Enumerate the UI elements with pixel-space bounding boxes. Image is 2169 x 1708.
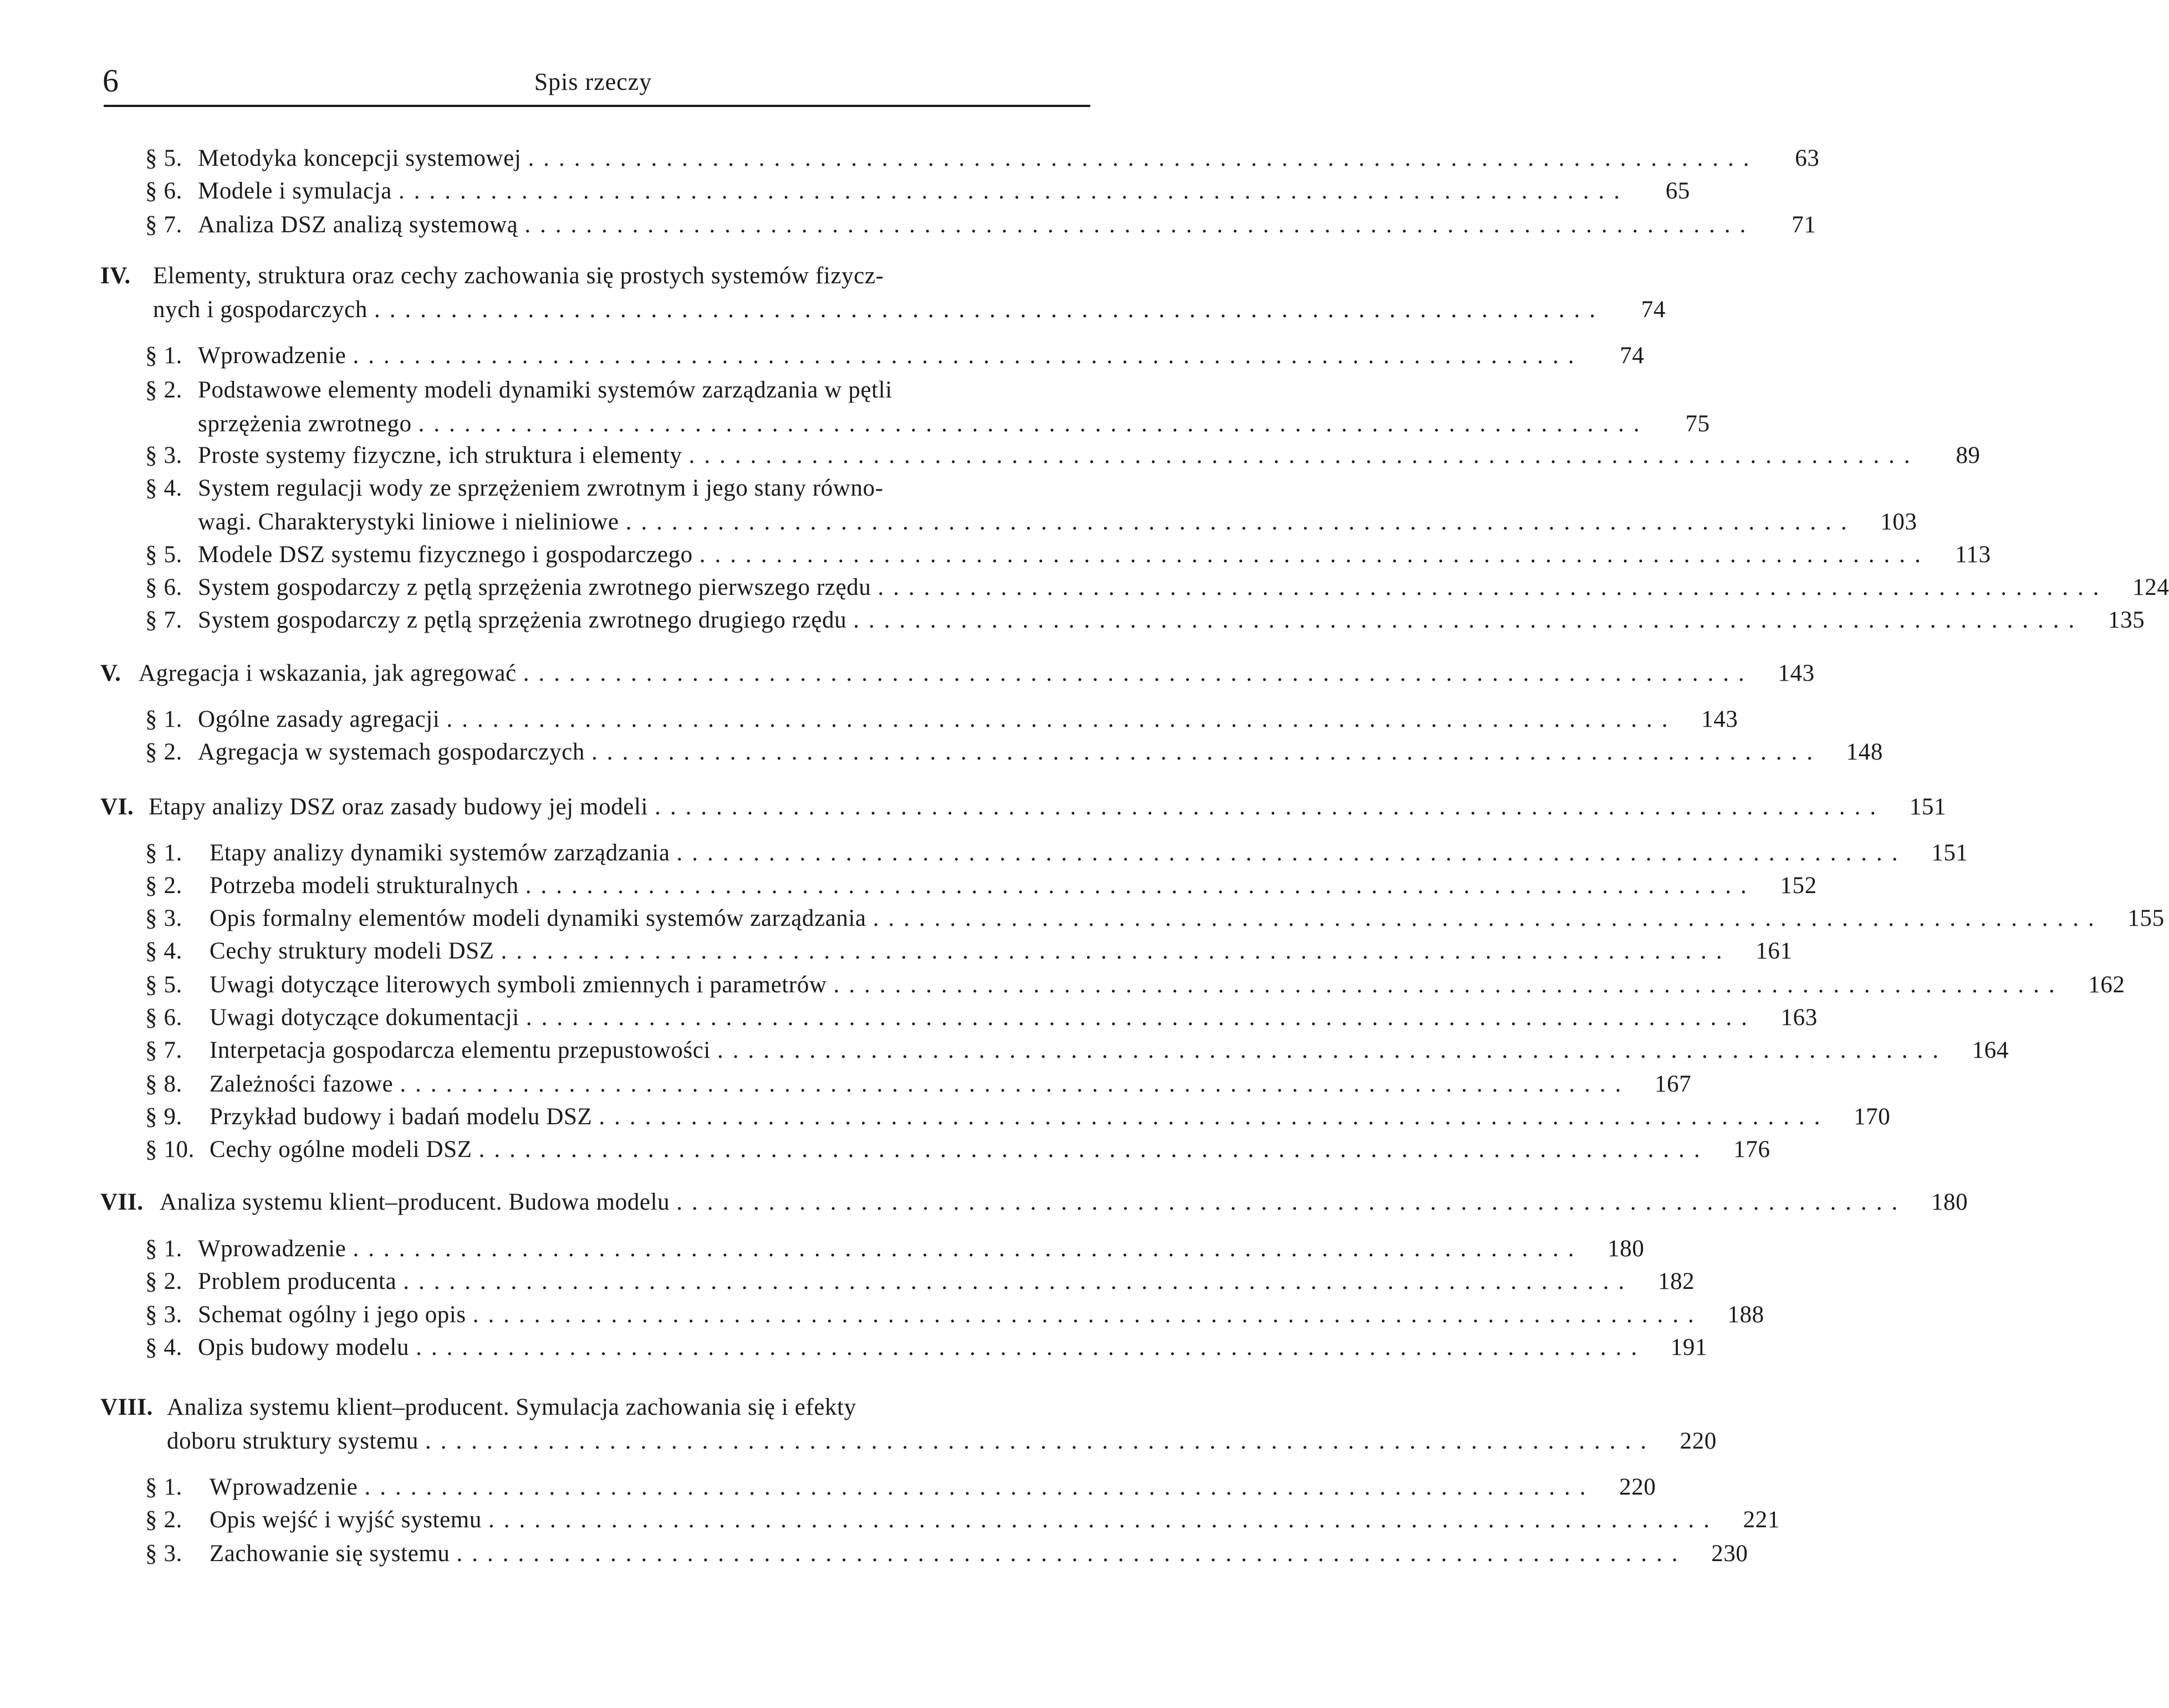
toc-entry-line [100,1393,1030,1423]
toc-entry [145,1036,2009,1065]
page-ref: 103 [1880,509,1917,535]
entry-number: § 5. [145,145,182,171]
page-ref: 161 [1755,938,1793,964]
dot-leader: ................................................................................ [853,607,2084,633]
page-ref: 162 [2088,972,2125,998]
entry-title: Wprowadzenie [198,343,346,369]
entry-title: Analiza DSZ analizą systemową [198,212,518,238]
entry-number: § 5. [145,542,182,568]
entry-title: Problem producenta [198,1268,397,1294]
dot-leader: ................................................................................ [833,972,2064,998]
entry-title: wagi. Charakterystyki liniowe i nieliniowe [198,509,619,535]
page-ref: 71 [1792,212,1816,238]
dot-leader: ................................................................................ [523,660,1754,686]
entry-title: nych i gospodarczych [153,297,368,323]
entry-title: System gospodarczy z pętlą sprzężenia zwrotnego pierwszego rzędu [198,574,871,600]
page-ref: 63 [1795,145,1820,171]
entry-title: Modele DSZ systemu fizycznego i gospodarczego [198,542,693,568]
toc-entry [145,737,1883,767]
page-ref: 113 [1955,542,1991,568]
page-ref: 170 [1854,1104,1891,1130]
entry-number: § 4. [145,475,182,501]
toc-entry [145,1069,1692,1099]
dot-leader: ................................................................................ [524,212,1755,238]
page-ref: 220 [1680,1428,1717,1454]
toc-entry [145,838,1968,868]
toc-entry [145,1333,1708,1363]
toc-entry [145,1267,1695,1297]
page-ref: 151 [1931,840,1968,866]
entry-number: § 3. [145,442,182,468]
header-rule [104,105,1090,107]
toc-entry [145,441,1981,471]
dot-leader: ................................................................................ [699,542,1930,568]
entry-number: § 10. [145,1136,195,1163]
running-header-title: Spis rzeczy [534,68,652,95]
dot-leader: ................................................................................ [374,297,1605,323]
entry-number: § 8. [145,1071,182,1097]
entry-number: § 2. [145,739,182,765]
page-ref: 188 [1727,1302,1764,1328]
dot-leader: ................................................................................ [501,938,1732,964]
page-ref: 65 [1665,178,1690,204]
toc-entry [145,1505,1780,1535]
entry-title: Etapy analizy DSZ oraz zasady budowy jej modeli [149,794,649,820]
dot-leader: ................................................................................ [364,1474,1595,1500]
dot-leader: ................................................................................ [599,1104,1830,1130]
entry-title: Wprowadzenie [210,1474,358,1500]
page-ref: 182 [1657,1268,1695,1294]
dot-leader: ................................................................................ [525,1005,1757,1031]
toc-entry [145,540,1991,570]
dot-leader: ................................................................................ [400,1071,1631,1097]
entry-number: VIII. [100,1394,154,1420]
entry-title: Analiza systemu klient–producent. Budowa modelu [160,1189,670,1215]
entry-number: V. [100,660,121,686]
page-ref: 167 [1655,1071,1692,1097]
page-ref: 148 [1846,739,1883,765]
entry-title: sprzężenia zwrotnego [198,411,412,437]
entry-number: § 1. [145,706,182,732]
dot-leader: ................................................................................ [676,1189,1907,1215]
entry-number: § 2. [145,377,182,403]
entry-number: § 4. [145,938,182,964]
entry-number: § 3. [145,1541,182,1567]
dot-leader: ................................................................................ [403,1268,1634,1294]
page-ref: 89 [1956,442,1981,468]
toc-entry [145,970,2125,1000]
dot-leader: ................................................................................ [353,343,1584,369]
entry-number: § 1. [145,1474,182,1500]
entry-title: System regulacji wody ze sprzężeniem zwrotnym i jego stany równo- [198,475,884,501]
entry-title: Zależności fazowe [210,1071,394,1097]
dot-leader: ................................................................................ [456,1541,1687,1567]
page-ref: 124 [2132,574,2169,600]
entry-title: Opis formalny elementów modeli dynamiki systemów zarządzania [210,905,866,931]
page-number: 6 [103,63,119,99]
toc-entry [145,1234,1645,1264]
toc-entry [153,295,1666,325]
page-ref: 143 [1778,660,1815,686]
entry-number: § 1. [145,343,182,369]
page-ref: 180 [1931,1189,1968,1215]
dot-leader: ................................................................................ [446,706,1677,732]
entry-number: § 7. [145,607,182,633]
entry-title: Modele i symulacja [198,178,392,204]
dot-leader: ................................................................................ [625,509,1856,535]
toc-entry [145,341,1645,371]
toc-entry [145,573,2169,603]
entry-title: System gospodarczy z pętlą sprzężenia zwrotnego drugiego rzędu [198,607,847,633]
dot-leader: ................................................................................ [525,873,1756,899]
dot-leader: ................................................................................ [418,411,1649,437]
page-ref: 155 [2127,905,2165,931]
dot-leader: ................................................................................ [398,178,1629,204]
page-ref: 74 [1620,343,1645,369]
entry-number: § 3. [145,1302,182,1328]
dot-leader: ................................................................................ [528,145,1759,171]
entry-title: Metodyka koncepcji systemowej [198,145,522,171]
dot-leader: ................................................................................ [488,1507,1719,1533]
page-ref: 220 [1619,1474,1656,1500]
toc-entry-line [145,473,1030,503]
page-ref: 75 [1685,411,1710,437]
dot-leader: ................................................................................ [416,1334,1647,1360]
toc-entry [145,1539,1748,1569]
toc-entry [145,1300,1764,1330]
entry-title: Opis budowy modelu [198,1334,410,1360]
entry-title: Elementy, struktura oraz cechy zachowania się prostych systemów fizycz- [153,263,884,289]
entry-number: § 7. [145,1037,182,1063]
toc-entry [167,1426,1717,1456]
page-ref: 176 [1733,1136,1770,1163]
toc-entry [145,1135,1770,1165]
entry-number: § 6. [145,178,182,204]
entry-title: Podstawowe elementy modeli dynamiki systemów zarządzania w pętli [198,377,892,403]
page-ref: 180 [1607,1236,1645,1262]
entry-number: § 5. [145,972,182,998]
dot-leader: ................................................................................ [717,1037,1948,1063]
entry-title: Zachowanie się systemu [210,1541,450,1567]
page-ref: 164 [1972,1037,2009,1063]
entry-title: Etapy analizy dynamiki systemów zarządzania [210,840,670,866]
dot-leader: ................................................................................ [688,442,1920,468]
entry-title: Przykład budowy i badań modelu DSZ [210,1104,593,1130]
toc-entry [145,705,1738,735]
entry-number: § 1. [145,1236,182,1262]
entry-number: § 2. [145,1507,182,1533]
dot-leader: ................................................................................ [676,840,1907,866]
entry-title: Cechy struktury modeli DSZ [210,938,494,964]
entry-number: § 1. [145,840,182,866]
entry-title: Potrzeba modeli strukturalnych [210,873,519,899]
entry-title: Cechy ogólne modeli DSZ [210,1136,472,1163]
entry-title: doboru struktury systemu [167,1428,419,1454]
entry-title: Ogólne zasady agregacji [198,706,440,732]
toc-entry [145,1102,1891,1132]
page-ref: 221 [1743,1507,1780,1533]
page-ref: 230 [1711,1541,1748,1567]
entry-number: VII. [100,1189,144,1215]
toc-entry-line [100,261,1030,291]
entry-title: Analiza systemu klient–producent. Symulacja zachowania się i efekty [167,1394,856,1420]
entry-number: § 2. [145,1268,182,1294]
entry-number: § 4. [145,1334,182,1360]
page-ref: 163 [1780,1005,1818,1031]
entry-number: § 6. [145,1005,182,1031]
dot-leader: ................................................................................ [478,1136,1709,1163]
toc-entry [145,144,1820,174]
page-ref: 151 [1909,794,1947,820]
toc-entry [198,507,1917,537]
page-ref: 191 [1670,1334,1708,1360]
dot-leader: ................................................................................ [877,574,2109,600]
dot-leader: ................................................................................ [655,794,1886,820]
entry-title: Proste systemy fizyczne, ich struktura i elementy [198,442,682,468]
toc-entry [145,1472,1656,1502]
dot-leader: ................................................................................ [472,1302,1703,1328]
toc-entry [145,210,1816,240]
entry-number: VI. [100,794,134,820]
entry-title: Uwagi dotyczące literowych symboli zmiennych i parametrów [210,972,827,998]
page-ref: 143 [1701,706,1738,732]
toc-entry [145,936,1793,966]
entry-number: § 3. [145,905,182,931]
entry-number: § 9. [145,1104,182,1130]
entry-number: IV. [100,263,131,289]
entry-number: § 7. [145,212,182,238]
entry-title: Wprowadzenie [198,1236,346,1262]
toc-entry [100,1187,1968,1217]
page-ref: 135 [2107,607,2145,633]
toc-entry [100,792,1947,822]
toc-entry [145,605,2145,635]
page-ref: 152 [1780,873,1817,899]
page-ref: 74 [1641,297,1666,323]
dot-leader: ................................................................................ [353,1236,1584,1262]
entry-title: Agregacja w systemach gospodarczych [198,739,585,765]
toc-entry [145,904,2165,934]
entry-number: § 6. [145,574,182,600]
toc-entry [145,176,1690,206]
toc-entry [198,409,1710,439]
entry-title: Opis wejść i wyjść systemu [210,1507,482,1533]
toc-entry [145,871,1817,901]
toc-entry [145,1003,1818,1033]
dot-leader: ................................................................................ [425,1428,1656,1454]
toc-entry-line [145,375,1030,405]
entry-title: Schemat ogólny i jego opis [198,1302,466,1328]
entry-title: Uwagi dotyczące dokumentacji [210,1005,519,1031]
dot-leader: ................................................................................ [591,739,1822,765]
entry-number: § 2. [145,873,182,899]
toc-entry [100,659,1815,689]
entry-title: Agregacja i wskazania, jak agregować [139,660,517,686]
entry-title: Interpetacja gospodarcza elementu przepustowości [210,1037,711,1063]
dot-leader: ................................................................................ [872,905,2104,931]
